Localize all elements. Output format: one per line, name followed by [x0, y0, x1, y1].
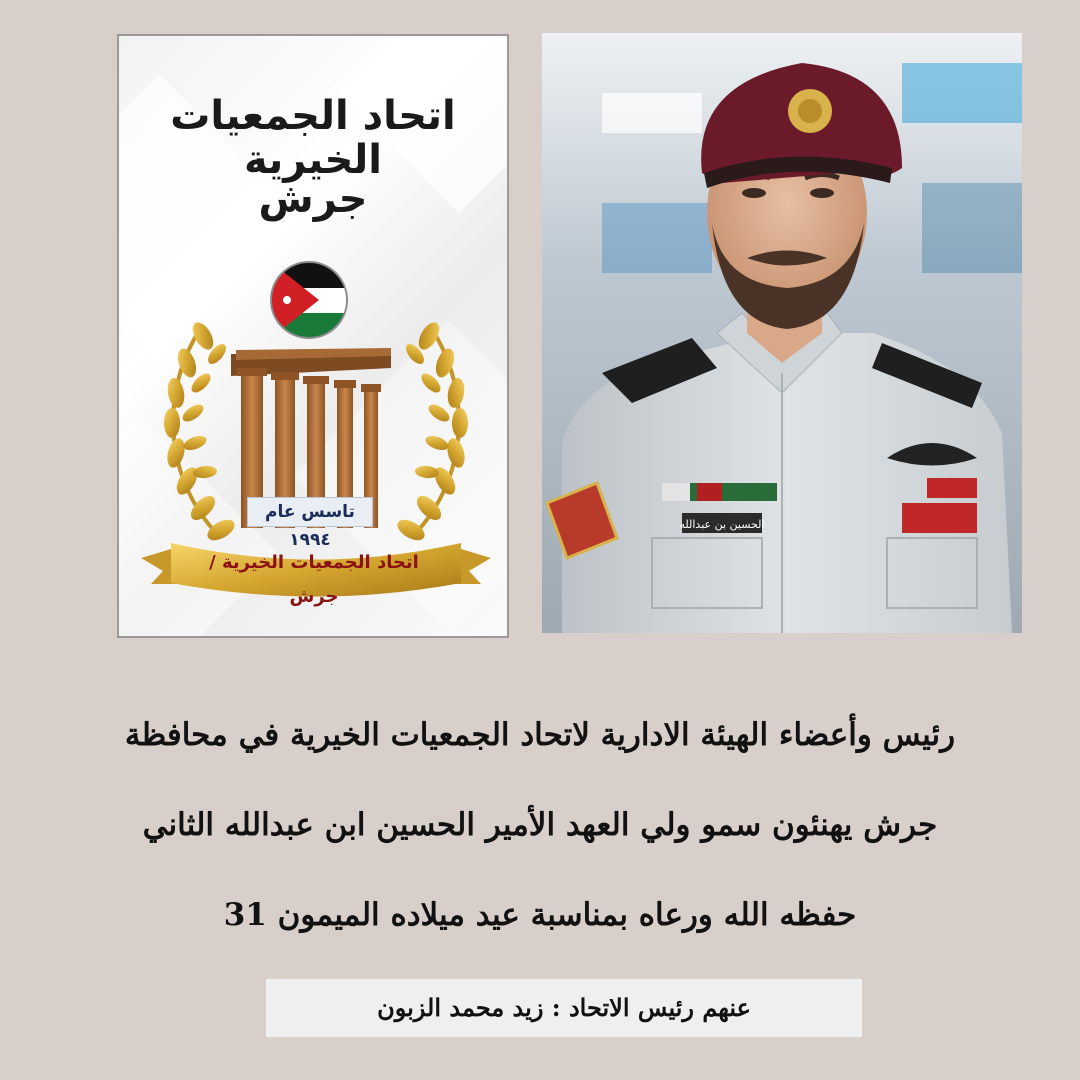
founded-year-label: تاسس عام ١٩٩٤ [247, 497, 373, 527]
portrait-illustration [542, 33, 1022, 633]
signature-box: عنهم رئيس الاتحاد : زيد محمد الزبون [266, 979, 862, 1037]
union-poster [117, 34, 509, 638]
name-tag-text: الحسين بن عبدالله [679, 518, 765, 531]
congratulation-message [30, 690, 1050, 960]
message-line-3: حفظه الله ورعاه بمناسبة عيد ميلاده الميمون 31 [223, 897, 857, 933]
crown-prince-portrait [542, 33, 1022, 633]
poster-title: اتحاد الجمعيات الخيرية [170, 93, 456, 183]
message-line-2: جرش يهنئون سمو ولي العهد الأمير الحسين ابن عبدالله الثاني [142, 807, 938, 843]
message-line-1: رئيس وأعضاء الهيئة الادارية لاتحاد الجمعيات الخيرية في محافظة [124, 717, 956, 753]
poster-city: جرش [258, 176, 368, 222]
ribbon-text: اتحاد الجمعيات الخيرية / جرش [209, 552, 419, 607]
